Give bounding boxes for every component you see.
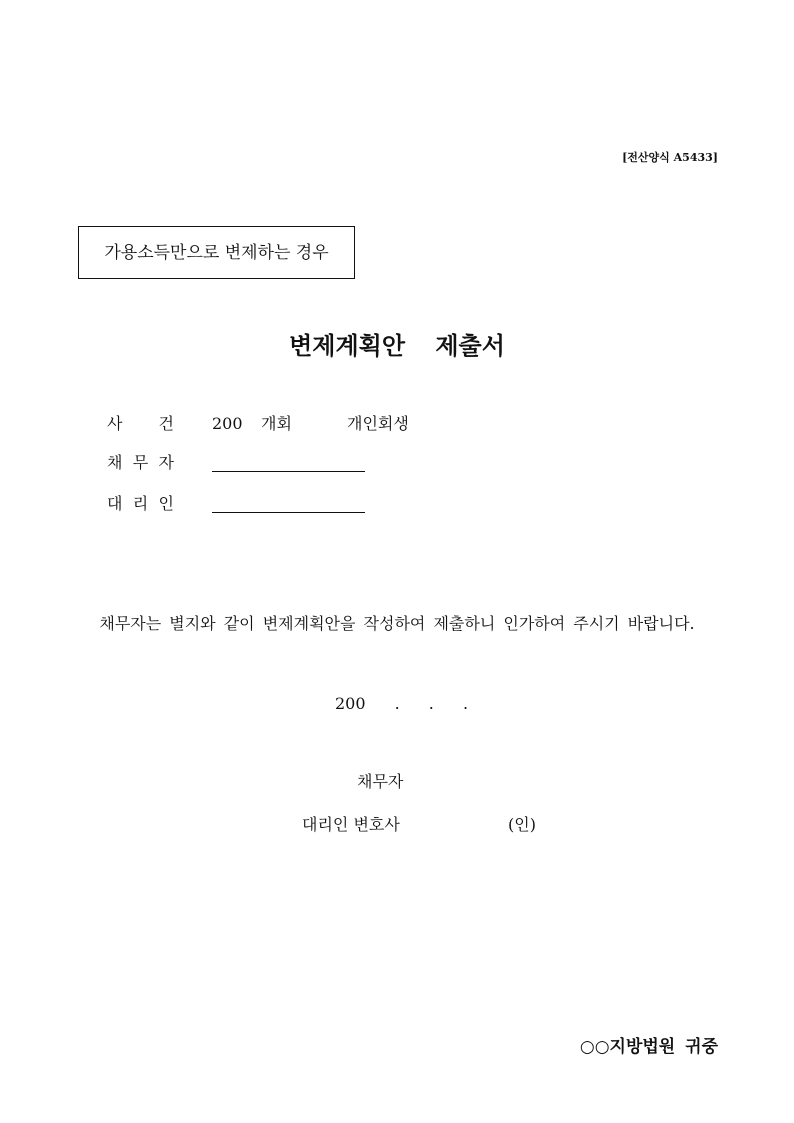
case-label: 사 건 [107, 414, 174, 433]
request-statement: 채무자는 별지와 같이 변제계획안을 작성하여 제출하니 인가하여 주시기 바랍니다. [99, 614, 695, 633]
signature-agent-label: 대리인 변호사 [302, 815, 400, 834]
case-type-text: 가용소득만으로 변제하는 경우 [104, 242, 329, 263]
case-year: 200 [212, 414, 243, 433]
agent-label: 대 리 인 [107, 494, 174, 513]
case-type: 개인회생 [347, 414, 409, 433]
seal-mark: (인) [508, 815, 536, 834]
case-type-box [78, 226, 355, 279]
court-addressee: ○○지방법원 귀중 [579, 1037, 718, 1057]
debtor-label: 채 무 자 [107, 453, 174, 472]
document-title: 변제계획안 제출서 [289, 331, 505, 360]
agent-blank-line [212, 512, 365, 513]
case-number-suffix: 개회 [261, 414, 292, 433]
debtor-blank-line [212, 471, 365, 472]
form-code: [전산양식 A5433] [622, 151, 718, 164]
signature-debtor-label: 채무자 [357, 772, 404, 791]
submission-date: 200 . . . [335, 694, 469, 713]
